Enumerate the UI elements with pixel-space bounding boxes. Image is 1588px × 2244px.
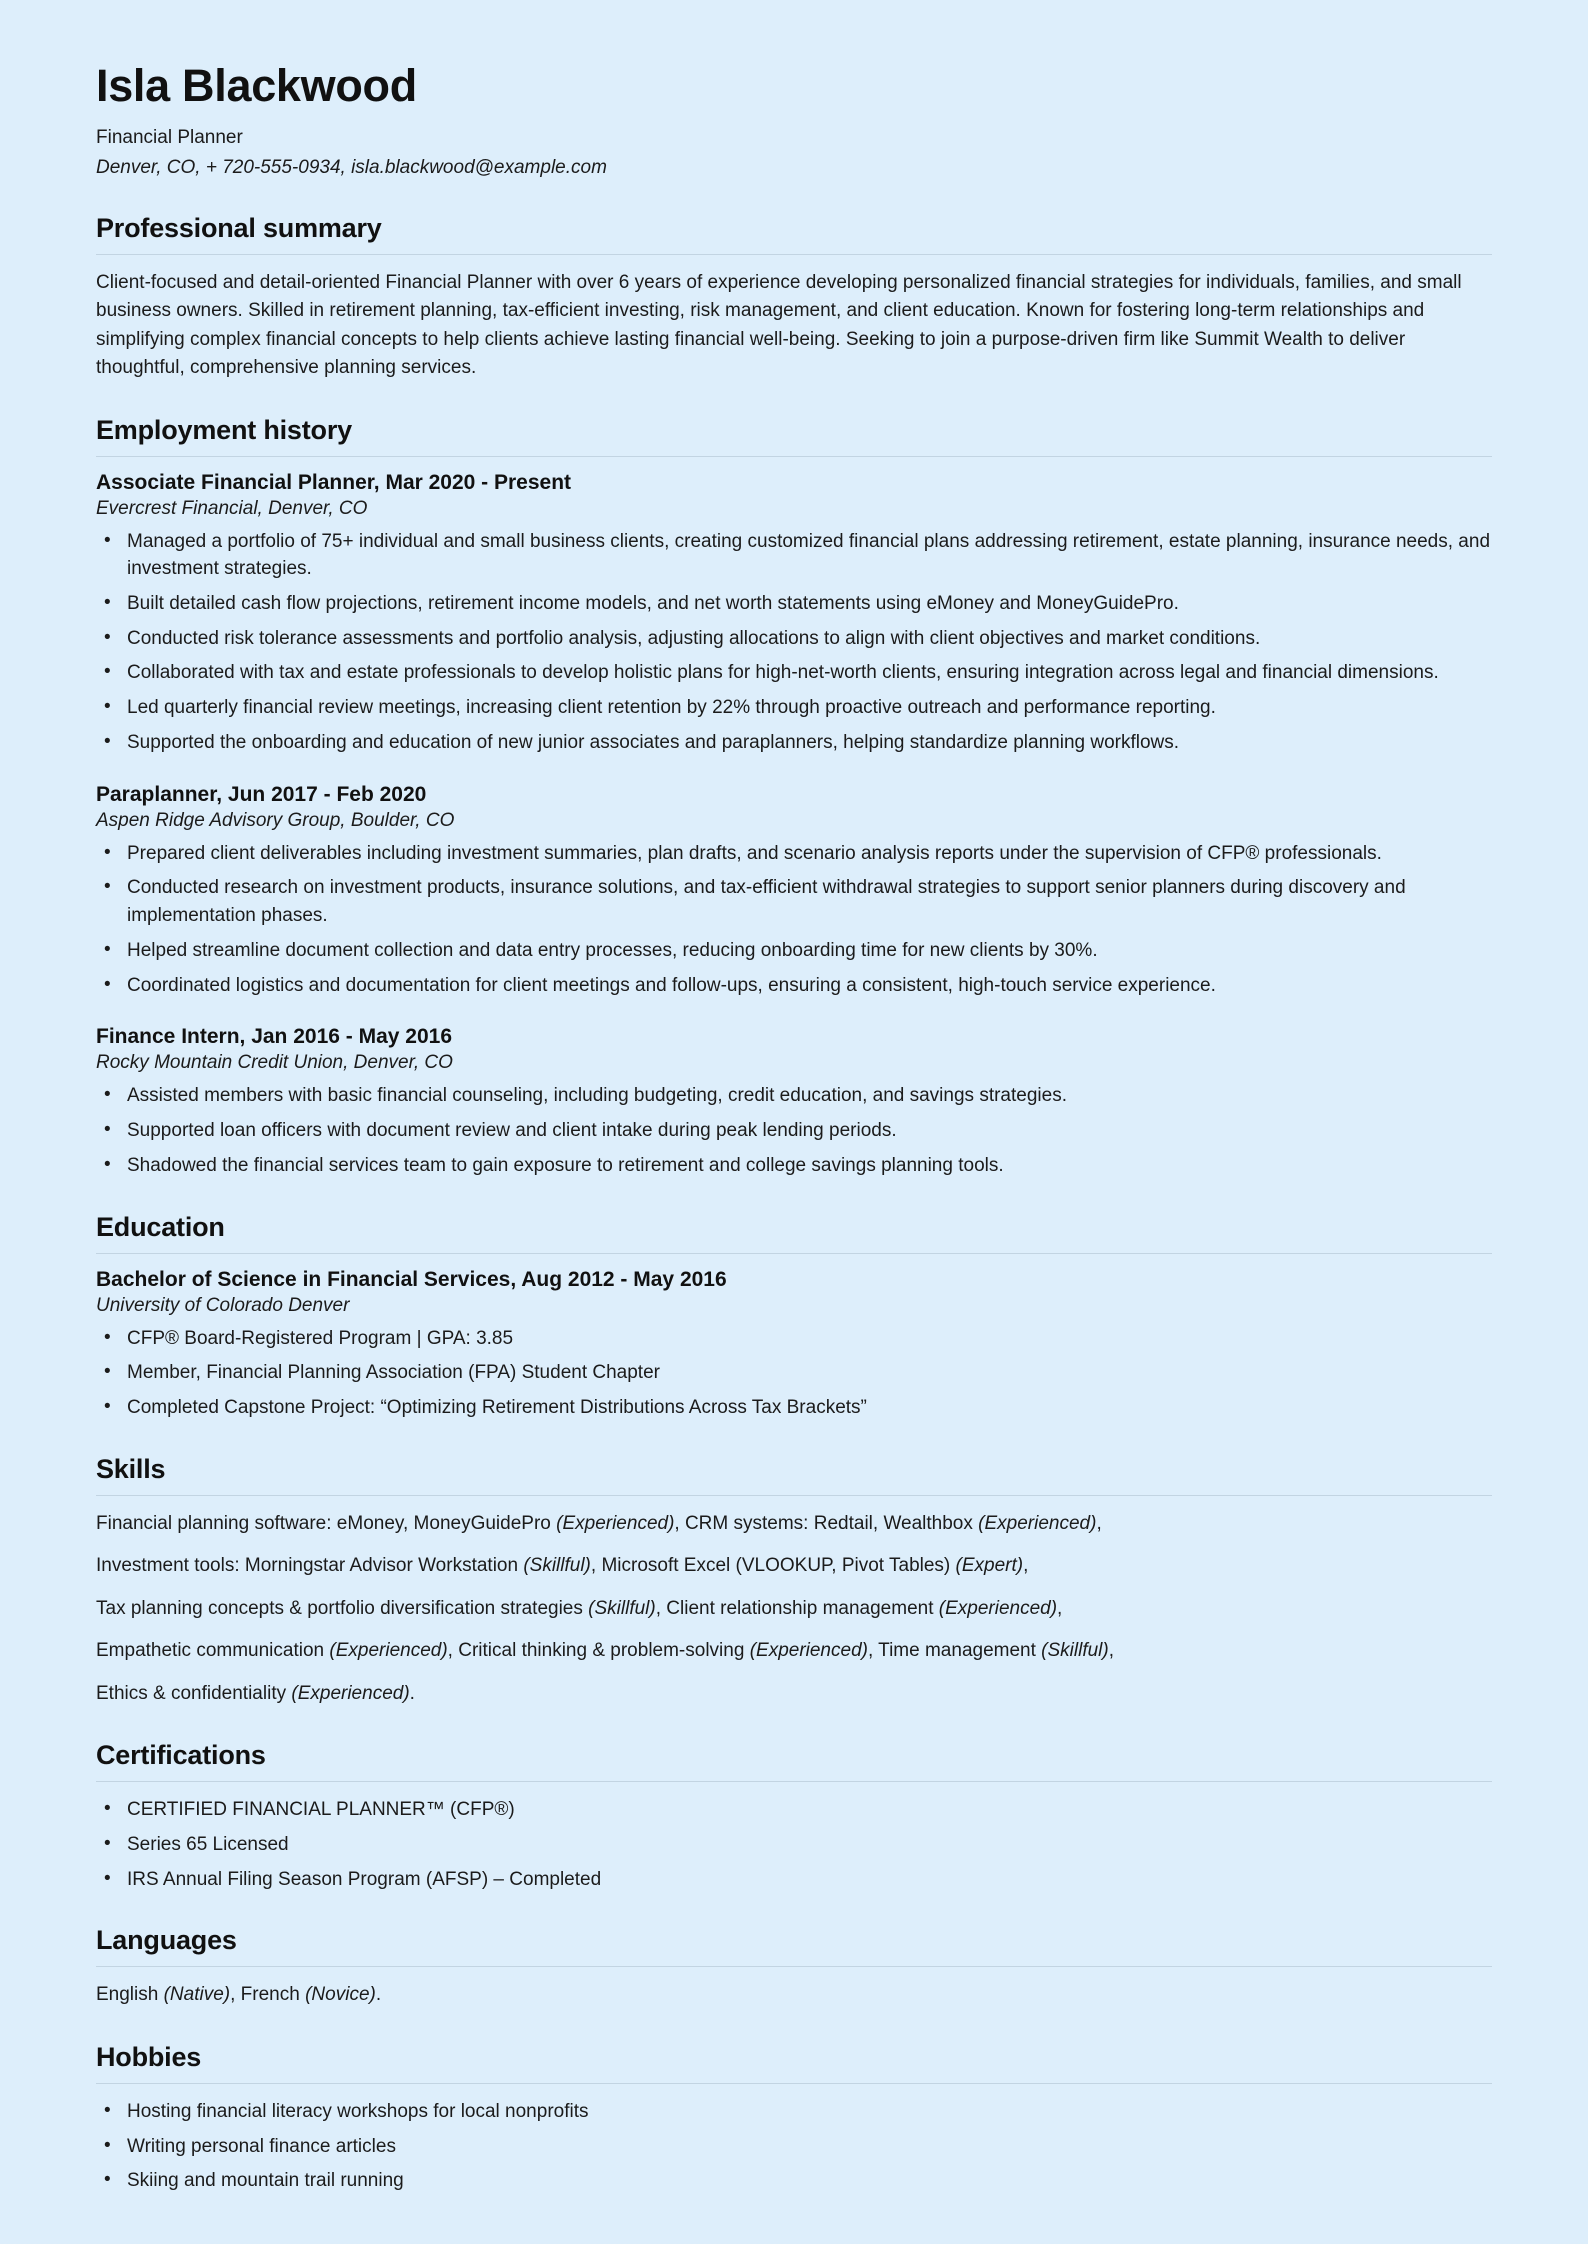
section-title-skills: Skills bbox=[96, 1453, 166, 1484]
skill-text: , CRM systems: Redtail, Wealthbox bbox=[674, 1512, 979, 1534]
list-item: • Hosting financial literacy workshops for local nonprofits bbox=[96, 2098, 1492, 2126]
skill-text: , bbox=[1108, 1640, 1115, 1662]
list-item: • Prepared client deliverables including investment summaries, plan drafts, and scenario analysis reports under the supervision of CFP® professionals. bbox=[96, 840, 1492, 868]
section-languages bbox=[96, 1925, 1492, 2010]
section-professional-summary bbox=[96, 213, 1492, 383]
skill-text: , Client relationship management bbox=[655, 1597, 939, 1619]
skill-text: Financial planning software: eMoney, MoneyGuidePro bbox=[96, 1512, 557, 1534]
entry-subtitle: Aspen Ridge Advisory Group, Boulder, CO bbox=[96, 809, 455, 831]
list-item: • Supported loan officers with document review and client intake during peak lending periods. bbox=[96, 1117, 1492, 1145]
languages-line bbox=[96, 1981, 1492, 2010]
skill-text: , French bbox=[230, 1984, 306, 2006]
section-certifications bbox=[96, 1740, 1492, 1893]
list-item: • CERTIFIED FINANCIAL PLANNER™ (CFP®) bbox=[96, 1796, 1492, 1824]
skill-line bbox=[96, 1595, 1492, 1624]
skill-level: (Skillful) bbox=[588, 1597, 656, 1619]
skill-line bbox=[96, 1552, 1492, 1581]
skill-text: . bbox=[375, 1984, 382, 2006]
skill-level: (Experienced) bbox=[556, 1512, 675, 1534]
section-education bbox=[96, 1212, 1492, 1422]
skill-text: , Microsoft Excel (VLOOKUP, Pivot Tables) bbox=[590, 1555, 956, 1577]
skill-level: (Skillful) bbox=[1041, 1640, 1109, 1662]
resume-entry bbox=[96, 783, 1492, 1000]
section-divider bbox=[96, 456, 1492, 457]
section-skills bbox=[96, 1454, 1492, 1709]
list-item: • Skiing and mountain trail running bbox=[96, 2167, 1492, 2195]
skill-line bbox=[96, 1637, 1492, 1666]
skill-text: Tax planning concepts & portfolio diversification strategies bbox=[96, 1597, 589, 1619]
resume-entry bbox=[96, 471, 1492, 757]
list-item: • IRS Annual Filing Season Program (AFSP) – Completed bbox=[96, 1866, 1492, 1894]
resume-entry bbox=[96, 1268, 1492, 1422]
entry-bullet-list bbox=[96, 840, 1492, 1000]
skill-level: (Experienced) bbox=[329, 1640, 448, 1662]
entry-bullet-list bbox=[96, 1082, 1492, 1179]
list-item: • Writing personal finance articles bbox=[96, 2133, 1492, 2161]
list-item: • Helped streamline document collection and data entry processes, reducing onboarding time for new clients by 30%. bbox=[96, 937, 1492, 965]
section-divider bbox=[96, 254, 1492, 255]
list-item: • Led quarterly financial review meetings, increasing client retention by 22% through proactive outreach and performance reporting. bbox=[96, 694, 1492, 722]
section-divider bbox=[96, 2083, 1492, 2084]
skill-text: , bbox=[1023, 1555, 1029, 1577]
section-employment-history bbox=[96, 415, 1492, 1180]
list-item: • Supported the onboarding and education of new junior associates and paraplanners, helping standardize planning workflows. bbox=[96, 729, 1492, 757]
education-entries bbox=[96, 1268, 1492, 1422]
skills-lines bbox=[96, 1510, 1492, 1709]
list-item: • Coordinated logistics and documentation for client meetings and follow-ups, ensuring a consistent, high-touch service experience. bbox=[96, 972, 1492, 1000]
list-item: • Assisted members with basic financial counseling, including budgeting, credit education, and savings strategies. bbox=[96, 1082, 1492, 1110]
hobbies-list bbox=[96, 2098, 1492, 2195]
employment-entries bbox=[96, 471, 1492, 1180]
entry-title: Bachelor of Science in Financial Services, Aug 2012 - May 2016 bbox=[96, 1267, 727, 1291]
section-divider bbox=[96, 1253, 1492, 1254]
certifications-list bbox=[96, 1796, 1492, 1893]
section-hobbies bbox=[96, 2042, 1492, 2195]
professional-summary-text: Client-focused and detail-oriented Financial Planner with over 6 years of experience developing personalized financial strategies for individuals, families, and small business owners. Skilled in retirement planning, tax-efficient investing, risk management, and client education. Known for fostering long-term relationships and simplifying complex financial concepts to help clients achieve lasting financial well-being. Seeking to join a purpose-driven firm like Summit Wealth to deliver thoughtful, comprehensive planning services. bbox=[96, 271, 1462, 379]
list-item: • Series 65 Licensed bbox=[96, 1831, 1492, 1859]
skill-text: English bbox=[96, 1984, 164, 2006]
skill-text: , bbox=[1096, 1512, 1102, 1534]
section-title-professional-summary: Professional summary bbox=[96, 212, 382, 243]
resume-header bbox=[96, 62, 1492, 181]
skill-text: , bbox=[1057, 1597, 1063, 1619]
skill-text: , Critical thinking & problem-solving bbox=[447, 1640, 750, 1662]
section-title-hobbies: Hobbies bbox=[96, 2041, 202, 2072]
entry-bullet-list bbox=[96, 1325, 1492, 1422]
list-item: • Conducted risk tolerance assessments and portfolio analysis, adjusting allocations to align with client objectives and market conditions. bbox=[96, 625, 1492, 653]
skill-text: Investment tools: Morningstar Advisor Workstation bbox=[96, 1555, 524, 1577]
skill-level: (Native) bbox=[163, 1984, 231, 2006]
skill-level: (Experienced) bbox=[291, 1682, 410, 1704]
entry-subtitle: University of Colorado Denver bbox=[96, 1294, 350, 1316]
skill-level: (Experienced) bbox=[978, 1512, 1097, 1534]
entry-title: Associate Financial Planner, Mar 2020 - Present bbox=[96, 470, 572, 494]
candidate-name: Isla Blackwood bbox=[96, 60, 417, 111]
skill-text: . bbox=[409, 1682, 415, 1704]
skill-text: Ethics & confidentiality bbox=[96, 1682, 292, 1704]
candidate-job-title: Financial Planner bbox=[96, 127, 243, 149]
section-divider bbox=[96, 1781, 1492, 1782]
list-item: • Collaborated with tax and estate professionals to develop holistic plans for high-net-worth clients, ensuring integration across legal and financial dimensions. bbox=[96, 659, 1492, 687]
entry-subtitle: Evercrest Financial, Denver, CO bbox=[96, 497, 368, 519]
resume-sheet bbox=[96, 62, 1492, 2195]
section-divider bbox=[96, 1966, 1492, 1967]
list-item: • CFP® Board-Registered Program | GPA: 3.85 bbox=[96, 1325, 1492, 1353]
list-item: • Completed Capstone Project: “Optimizing Retirement Distributions Across Tax Brackets” bbox=[96, 1394, 1492, 1422]
list-item: • Member, Financial Planning Association (FPA) Student Chapter bbox=[96, 1359, 1492, 1387]
section-title-education: Education bbox=[96, 1211, 225, 1242]
skill-level: (Expert) bbox=[955, 1555, 1024, 1577]
section-title-employment-history: Employment history bbox=[96, 414, 352, 445]
resume-entry bbox=[96, 1025, 1492, 1179]
entry-title: Finance Intern, Jan 2016 - May 2016 bbox=[96, 1025, 452, 1049]
skill-level: (Skillful) bbox=[523, 1555, 591, 1577]
entry-subtitle: Rocky Mountain Credit Union, Denver, CO bbox=[96, 1052, 453, 1074]
section-divider bbox=[96, 1495, 1492, 1496]
skill-line bbox=[96, 1680, 1492, 1709]
skill-level: (Experienced) bbox=[749, 1640, 868, 1662]
entry-title: Paraplanner, Jun 2017 - Feb 2020 bbox=[96, 782, 427, 806]
skill-text: , Time management bbox=[867, 1640, 1042, 1662]
skill-text: Empathetic communication bbox=[96, 1640, 330, 1662]
list-item: • Shadowed the financial services team to gain exposure to retirement and college savings planning tools. bbox=[96, 1152, 1492, 1180]
candidate-contact-line: Denver, CO, + 720-555-0934, isla.blackwood@example.com bbox=[96, 156, 607, 178]
skill-line bbox=[96, 1510, 1492, 1539]
skill-level: (Experienced) bbox=[938, 1597, 1058, 1619]
list-item: • Managed a portfolio of 75+ individual and small business clients, creating customized financial plans addressing retirement, estate planning, insurance needs, and investment strategies. bbox=[96, 528, 1492, 583]
section-title-languages: Languages bbox=[96, 1925, 237, 1956]
entry-bullet-list bbox=[96, 528, 1492, 757]
list-item: • Built detailed cash flow projections, retirement income models, and net worth statements using eMoney and MoneyGuidePro. bbox=[96, 590, 1492, 618]
section-title-certifications: Certifications bbox=[96, 1740, 266, 1771]
skill-level: (Novice) bbox=[305, 1984, 376, 2006]
list-item: • Conducted research on investment products, insurance solutions, and tax-efficient withdrawal strategies to support senior planners during discovery and implementation phases. bbox=[96, 874, 1492, 929]
